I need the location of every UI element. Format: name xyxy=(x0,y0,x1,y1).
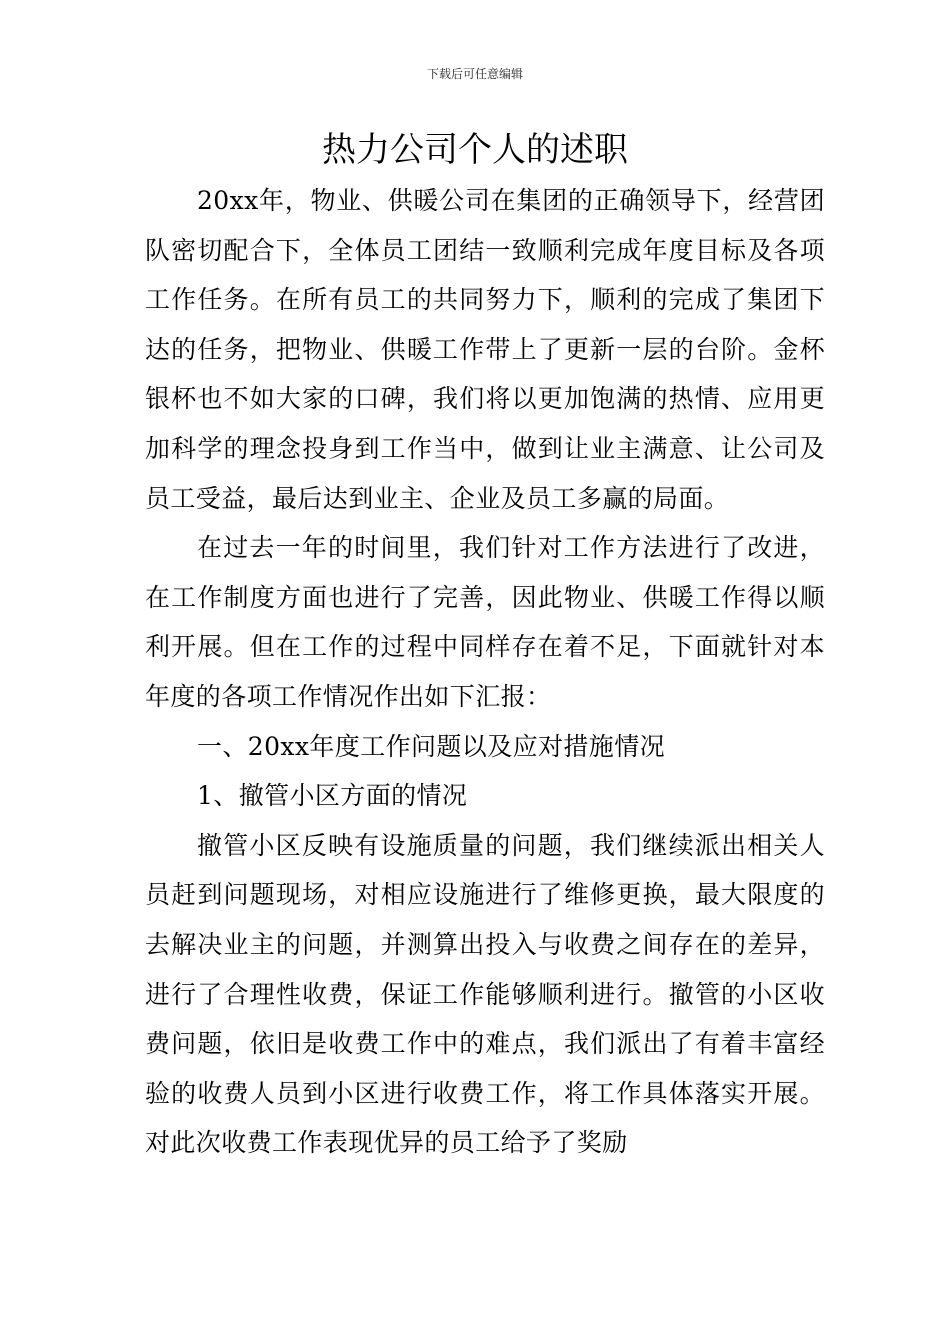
paragraph-details: 撤管小区反映有设施质量的问题，我们继续派出相关人员赶到问题现场，对相应设施进行了维修更换，最大限度的去解决业主的问题，并测算出投入与收费之间存在的差异，进行了合理性收费，保证工作能够顺利进行。撤管的小区收费问题，依旧是收费工作中的难点，我们派出了有着丰富经验的收费人员到小区进行收费工作，将工作具体落实开展。对此次收费工作表现优异的员工给予了奖励 xyxy=(145,830,825,1158)
document-title: 热力公司个人的述职 xyxy=(322,130,628,170)
subsection-heading: 1、撤管小区方面的情况 xyxy=(197,781,468,811)
header-note: 下载后可任意编辑 xyxy=(426,67,523,81)
document-body xyxy=(145,176,825,1168)
paragraph-intro: 20xx年，物业、供暖公司在集团的正确领导下，经营团队密切配合下，全体员工团结一致顺利完成年度目标及各项工作任务。在所有员工的共同努力下，顺利的完成了集团下达的任务，把物业、供暖工作带上了更新一层的台阶。金杯银杯也不如大家的口碑，我们将以更加饱满的热情、应用更加科学的理念投身到工作当中，做到让业主满意、让公司及员工受益，最后达到业主、企业及员工多赢的局面。 xyxy=(145,186,825,513)
paragraph-overview: 在过去一年的时间里，我们针对工作方法进行了改进，在工作制度方面也进行了完善，因此物业、供暖工作得以顺利开展。但在工作的过程中同样存在着不足，下面就针对本年度的各项工作情况作出如下汇报： xyxy=(145,533,825,711)
section-heading: 一、20xx年度工作问题以及应对措施情况 xyxy=(197,731,666,761)
